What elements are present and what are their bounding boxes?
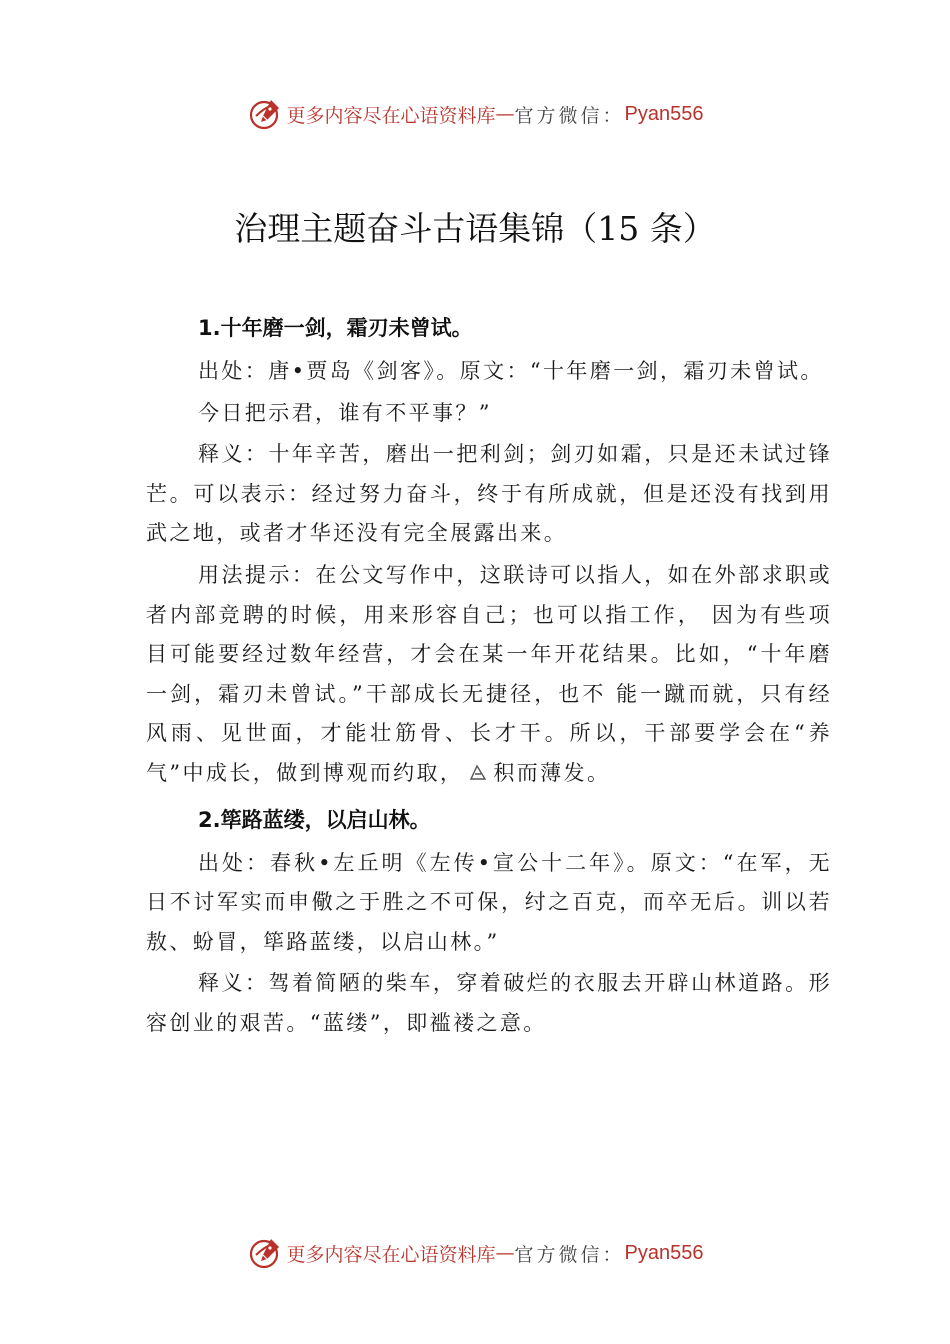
hand-mark-icon [467,761,489,783]
header-banner [0,94,950,134]
section-heading: 1.十年磨一剑，霜刃未曾试。 [198,316,473,340]
document-body [146,310,832,1046]
banner-wechat-id: Pyan556 [624,1241,704,1264]
section-heading: 2.筚路蓝缕，以启山林。 [198,807,431,832]
paragraph: 今日把示君，谁有不平事？” [198,400,492,425]
paragraph: 出处：唐•贾岛《剑客》。原文：“十年磨一剑，霜刃未曾试。 [198,359,824,383]
paragraph-text: 用法提示：在公文写作中，这联诗可以指人，如在外部求职或者内部竞聘的时候，用来形容自己；也可以指工作， 因为有些项目可能要经过数年经营，才会在某一年开花结果。比如，“十年磨一剑，霜刃未曾试。”干部成长无捷径，也不 能一蹴而就，只有经风雨、见世面，才能壮筋骨、长才干。所以，干部要学会在“养气”中成长，做到博观而约取， [146,562,832,785]
banner-text: 更多内容尽在心语资料库 [286,104,496,127]
banner-wechat-label: 官方微信： [514,104,625,127]
paragraph: 释义：十年辛苦，磨出一把利剑；剑刃如霜，只是还未试过锋芒。可以表示：经过努力奋斗，终于有所成就，但是还没有找到用武之地，或者才华还没有完全展露出来。 [146,442,832,546]
pen-logo-icon [247,1235,283,1271]
paragraph-text-end: 积而薄发。 [493,760,611,785]
banner-wechat-id: Pyan556 [624,102,704,125]
banner-dash: — [495,103,515,125]
paragraph: 释义：驾着简陋的柴车，穿着破烂的衣服去开辟山林道路。形容创业的艰苦。“蓝缕”，即褴褛之意。 [146,971,832,1035]
page-title: 治理主题奋斗古语集锦（15 条） [234,209,716,248]
section-1 [146,310,832,794]
banner-text: 更多内容尽在心语资料库 [286,1243,496,1266]
pen-logo-icon [247,96,283,132]
footer-banner [0,1233,950,1273]
paragraph-usage [146,556,832,794]
section-2 [146,802,832,1044]
banner-wechat-label: 官方微信： [514,1243,625,1266]
paragraph: 出处：春秋•左丘明《左传•宣公十二年》。原文：“在军，无日不讨军实而申儆之于胜之不可保，纣之百克，而卒无后。训以若敖、蚡冒，筚路蓝缕，以启山林。” [146,850,832,954]
banner-dash: — [495,1242,515,1264]
